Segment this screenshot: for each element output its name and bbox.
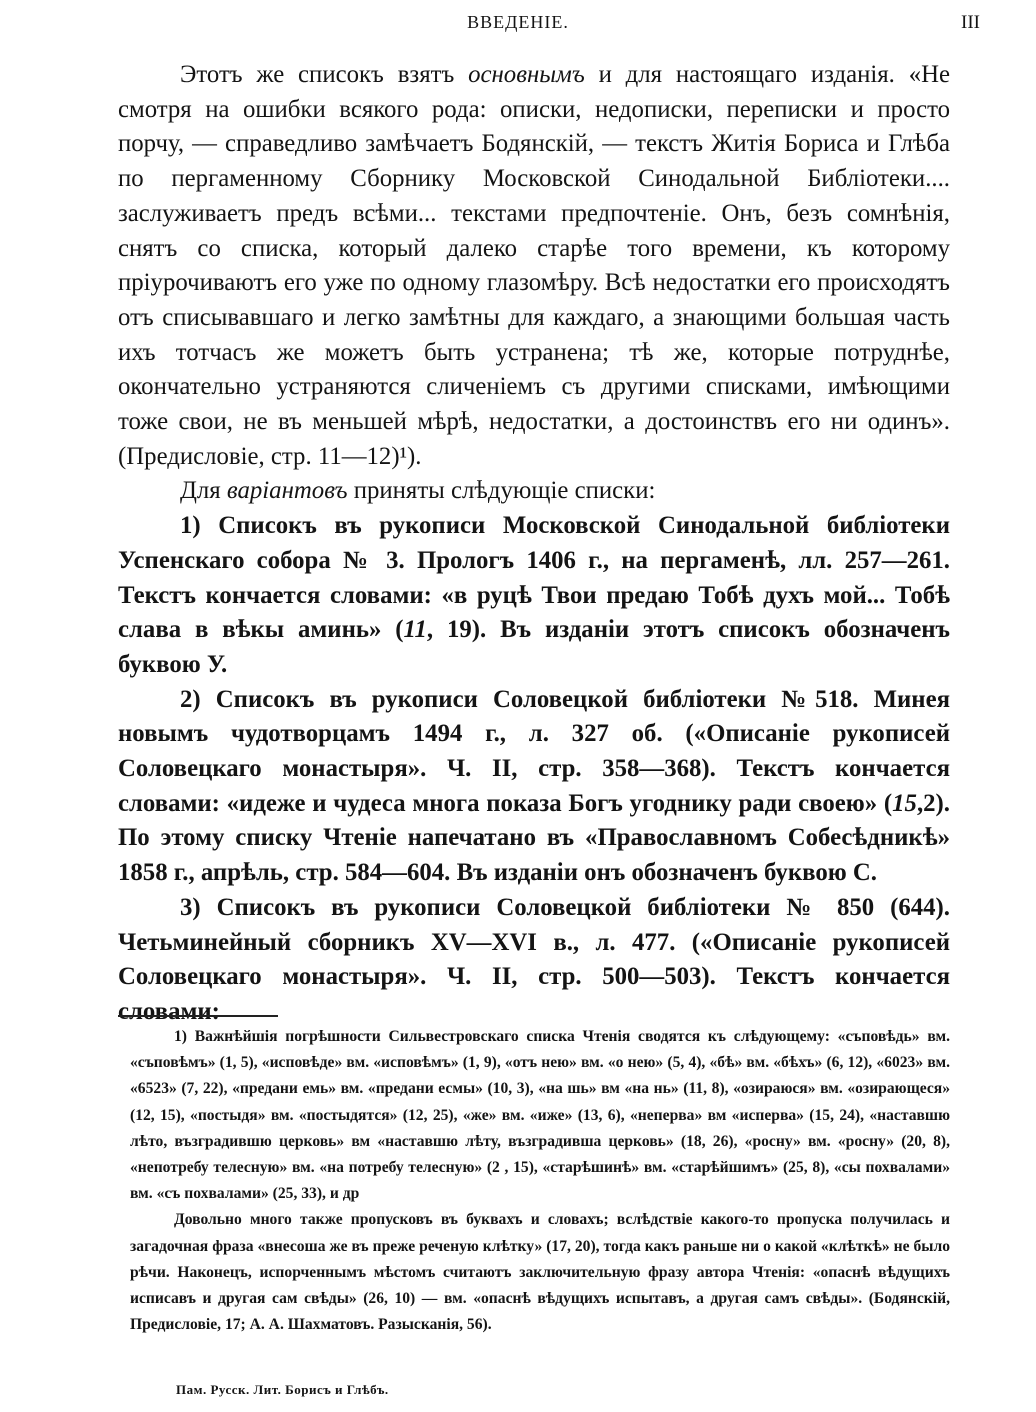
page-number: III (961, 12, 980, 33)
ref-page: 15 (892, 789, 917, 817)
list-item-1: 1) Списокъ въ рукописи Московской Синодальной библіотеки Успенскаго собора № 3. Прологъ 1406 г., на пергаменѣ, лл. 257—261. Текстъ кончается словами: «в руцѣ Твои предаю Тобѣ духъ мой... Тобѣ слава в вѣкы аминь» (11, 19). Въ изданіи этотъ списокъ обозначенъ буквою У. (118, 512, 950, 678)
list-item-2: 2) Списокъ въ рукописи Соловецкой библіотеки №518. Минея новымъ чудотворцамъ 1494 г., л. 327 об. («Описаніе рукописей Соловецкаго монастыря». Ч. II, стр. 358—368). Текстъ кончается словами: «идеже и чудеса многа показа Богъ угоднику ради своею» (15,2). По этому списку Чтеніе напечатано въ «Православномъ Собесѣдникѣ» 1858 г., апрѣль, стр. 584—604. Въ изданіи онъ обозначенъ буквою С. (118, 685, 950, 887)
footnote-continuation: Довольно много также пропусковъ въ буквахъ и словахъ; вслѣдствіе какого-то пропуска получилась и загадочная фраза «внесоша же въ преже реченую клѣтку» (17, 20), тогда какъ раньше ни о какой «клѣткѣ» не было рѣчи. Наконецъ, испорченнымъ мѣстомъ считаютъ заключительную фразу автора Чтенія: «опаснѣ вѣдущихъ исписавъ и другая сам свѣды» (26, 10) — вм. «опаснѣ вѣдущихъ испытавъ, а другая самъ свѣды». (Бодянскій, Предисловіе, 17; А. А. Шахматовъ. Разысканія, 56). (130, 1211, 950, 1334)
list-item-3: 3) Списокъ въ рукописи Соловецкой библіотеки № 850 (644). Четьминейный сборникъ XV—XVI в., л. 477. («Описаніе рукописей Соловецкаго монастыря». Ч. II, стр. 500—503). Текстъ кончается словами: (118, 893, 950, 1025)
paragraph-main-list: Этотъ же списокъ взятъ основнымъ и для настоящаго изданія. «Не смотря на ошибки всякого рода: описки, недописки, переписки и просто порчу, — справедливо замѣчаетъ Бодянскій, — текстъ Житія Бориса и Глѣба по пергаменному Сборнику Московской Синодальной Библіотеки.... заслуживаетъ предъ всѣми... текстами предпочтеніе. Онъ, безъ сомнѣнія, снятъ со списка, который далеко старѣе того времени, къ которому пріурочиваютъ его уже по одному глазомѣру. Всѣ недостатки его происходятъ отъ списывавшаго и легко замѣтны для каждаго, а знающими большая часть ихъ тотчасъ же можетъ быть устранена; тѣ же, которые потруднѣе, окончательно устраняются сличеніемъ съ другими списками, имѣющими тоже свои, не въ меньшей мѣрѣ, недостатки, а достоинствъ его ни одинъ». (Предисловіе, стр. 11—12)¹). (118, 61, 951, 470)
footnotes (130, 1024, 950, 1338)
ref-page: 11 (403, 616, 427, 644)
footnote-divider (118, 1015, 278, 1017)
signature-line: Пам. Русск. Лит. Борисъ и Глѣбъ. (176, 1382, 389, 1397)
paragraph-variants-intro: Для варіантовъ приняты слѣдующіе списки: (180, 477, 656, 505)
main-text (118, 58, 950, 1030)
running-title: ВВЕДЕНІЕ. (467, 12, 569, 32)
emphasis-osnovnym: основнымъ (468, 61, 585, 88)
footnote-1: 1) Важнѣйшія погрѣшности Сильвестровскаго списка Чтенія сводятся къ слѣдующему: «съповѣдь» вм. «съповѣмъ» (1, 5), «исповѣде» вм. «исповѣмъ» (1, 9), «отъ нею» вм. «о нею» (5, 4), «бѣ» вм. «бѣхъ» (6, 12), «6023» вм. «6523» (7, 22), «предани емь» вм. «предани есмы» (10, 3), «на шь» вм «на нь» (11, 8), «озираюся» вм. «озирающеся» (12, 15), «постыдя» вм. «постыдятся» (12, 25), «же» вм. «иже» (13, 6), «неперва» вм «исперва» (15, 24), «наставшю лѣто, възградившю церковь» вм «наставшю лѣту, възградивша церковь» (18, 26), «росну» вм. «росну» (20, 8), «непотребу телесную» вм. «на потребу телесную» (2 , 15), «старѣшинѣ» вм. «старѣйшимъ» (25, 8), «сы похвалами» вм. «съ похвалами» (25, 33), и др (130, 1028, 950, 1203)
running-head (0, 8, 1036, 38)
emphasis-variantov: варіантовъ (226, 477, 348, 505)
